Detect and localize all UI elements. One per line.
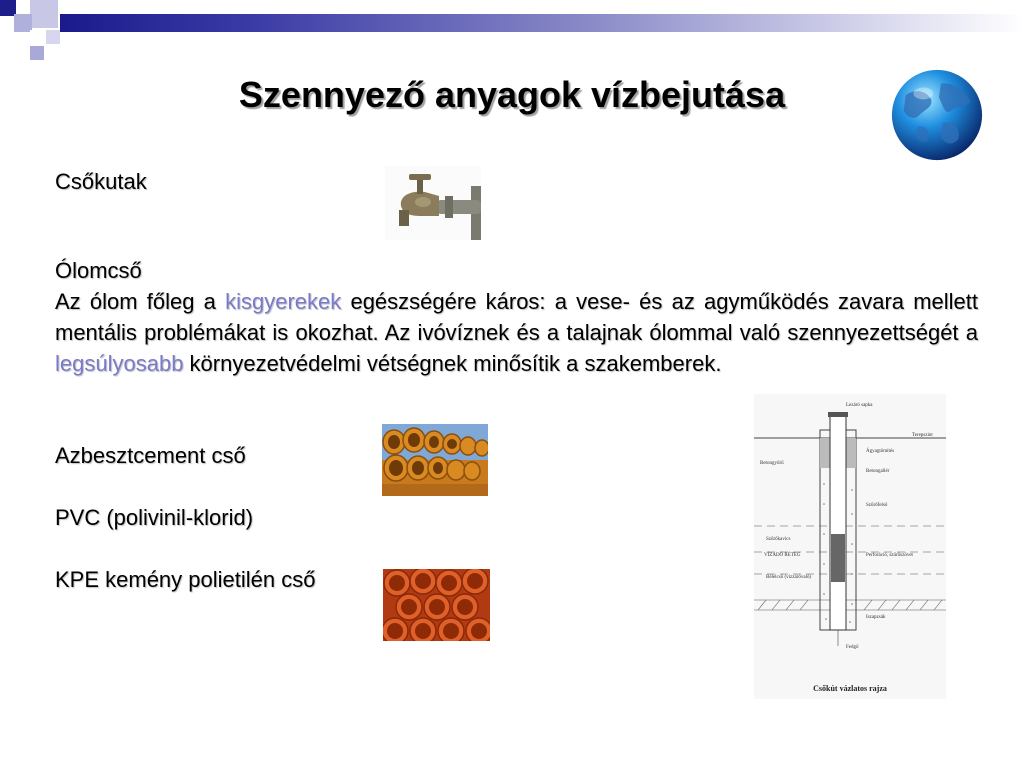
well-label-iszap: Iszapzsák: [866, 615, 886, 620]
title-bar-gradient: [60, 14, 1024, 32]
well-diagram-image: [754, 394, 946, 699]
paragraph-text-2: egészségére káros: a vese- és az agyműködés zavara mellett mentális problémákat is okozhat. Az ivóvíznek és a talajnak ólommal való szennyezettségét a: [55, 289, 979, 345]
well-label-terepszint: Terepszint: [912, 433, 933, 438]
paragraph-text-3: környezetvédelmi vétségnek minősítik a szakemberek.: [183, 351, 722, 376]
well-label-belecso: Bélelcső (vízzáróvaló): [766, 575, 812, 580]
water-tap-image: [385, 166, 481, 240]
item-olomcso: Ólomcső: [55, 258, 142, 283]
paragraph-text-1: Az ólom főleg a: [55, 289, 226, 314]
slide-title: Szennyező anyagok vízbejutása: [238, 74, 786, 115]
well-label-beton2: Betongyűrű: [760, 461, 784, 466]
well-label-fedogo: Fedgő: [846, 645, 859, 650]
link-legsulyosabb[interactable]: legsúlyosabb: [55, 351, 184, 376]
asbestos-cement-pipes-image: [382, 424, 488, 496]
item-kpe: KPE kemény polietilén cső: [55, 567, 316, 592]
item-azbeszt: Azbesztcement cső: [55, 443, 246, 468]
item-pvc: PVC (polivinil-klorid): [55, 505, 254, 530]
lead-paragraph: [55, 286, 978, 379]
well-label-beton: Betongallér: [866, 469, 890, 474]
well-label-szurokavics: Szűrőkavics: [766, 537, 791, 542]
item-csokutak: Csőkutak: [55, 169, 147, 194]
well-label-vizado: VÍZADÓ RÉTEG: [764, 553, 801, 558]
well-label-szfelso: Szűrőfelső: [866, 503, 888, 508]
kpe-pipes-image: [383, 569, 490, 641]
well-label-lezaro: Lezáró sapka: [846, 403, 873, 408]
well-diagram-caption: Csőkút vázlatos rajza: [813, 684, 887, 693]
water-tap-icon: [385, 166, 481, 240]
well-label-agyag: Ágyagtömítés: [866, 449, 895, 454]
link-kisgyerekek[interactable]: kisgyerekek: [225, 289, 342, 314]
globe-icon: [888, 66, 986, 164]
well-label-perforacio: Perforáció, szűrőszövet: [866, 553, 913, 558]
